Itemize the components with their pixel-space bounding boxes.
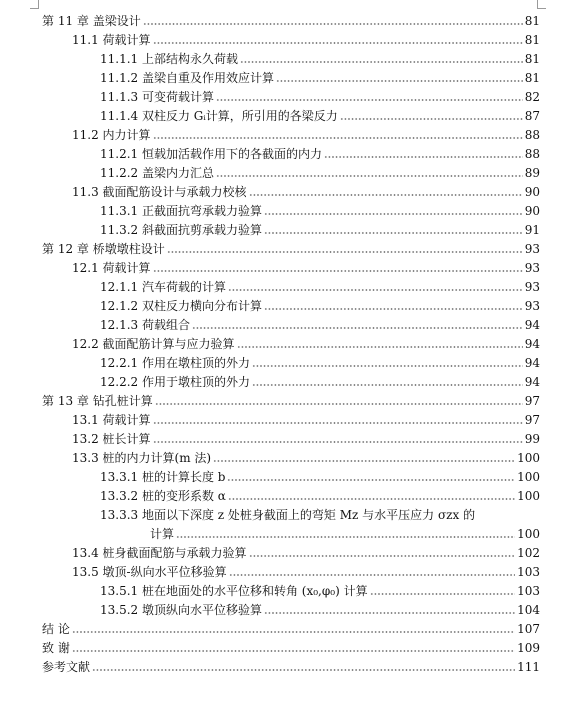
toc-entry-page: 97	[524, 394, 540, 408]
toc-entry[interactable]	[42, 636, 540, 655]
toc-leader-dots	[264, 605, 515, 614]
toc-entry-page: 94	[524, 356, 540, 370]
toc-entry-page: 99	[524, 432, 540, 446]
toc-entry-title: 13.3.1 桩的计算长度 b	[100, 470, 226, 484]
toc-entry-title: 11.1 荷载计算	[72, 33, 151, 47]
toc-leader-dots	[216, 92, 523, 101]
toc-entry-page: 94	[524, 318, 540, 332]
toc-leader-dots	[72, 643, 515, 652]
toc-leader-dots	[324, 149, 523, 158]
toc-entry-title: 12.2 截面配筋计算与应力验算	[72, 337, 235, 351]
toc-entry[interactable]	[72, 427, 540, 446]
toc-entry-title: 第 11 章 盖梁设计	[42, 14, 141, 28]
toc-entry[interactable]	[100, 351, 540, 370]
toc-leader-dots	[176, 529, 515, 538]
toc-entry[interactable]	[42, 389, 540, 408]
toc-entry-title: 12.2.2 作用于墩柱顶的外力	[100, 375, 250, 389]
toc-leader-dots	[249, 548, 516, 557]
toc-leader-dots	[229, 567, 516, 576]
toc-entry-page: 93	[524, 261, 540, 275]
toc-entry-title: 11.3.1 正截面抗弯承载力验算	[100, 204, 262, 218]
toc-entry-page: 100	[517, 527, 540, 541]
toc-entry-title: 11.1.3 可变荷载计算	[100, 90, 214, 104]
page-corner-mark-right	[537, 0, 546, 9]
toc-entry-title: 11.1.4 双柱反力 Gᵢ计算，所引用的各梁反力	[100, 109, 338, 123]
toc-leader-dots	[153, 130, 523, 139]
toc-entry[interactable]	[42, 9, 540, 28]
toc-leader-dots	[213, 453, 515, 462]
toc-entry-page: 102	[517, 546, 540, 560]
toc-leader-dots	[216, 168, 523, 177]
toc-entry-title: 13.3.3 地面以下深度 z 处桩身截面上的弯矩 Mz 与水平压应力 σzx 的	[100, 508, 476, 522]
toc-entry[interactable]	[72, 446, 540, 465]
toc-entry-page: 93	[524, 299, 540, 313]
toc-entry[interactable]	[100, 66, 540, 85]
toc-entry-page: 109	[517, 641, 540, 655]
toc-entry-title: 参考文献	[42, 660, 91, 674]
toc-entry-title: 第 13 章 钻孔桩计算	[42, 394, 153, 408]
toc-leader-dots	[228, 282, 523, 291]
toc-entry[interactable]	[100, 579, 540, 598]
toc-leader-dots	[370, 586, 516, 595]
toc-leader-dots	[153, 263, 523, 272]
toc-entry-title: 11.1.1 上部结构永久荷载	[100, 52, 238, 66]
toc-entry-title: 13.3 桩的内力计算(m 法)	[72, 451, 212, 465]
toc-entry-page: 111	[517, 660, 540, 674]
toc-leader-dots	[167, 244, 523, 253]
toc-leader-dots	[192, 320, 523, 329]
toc-leader-dots	[153, 415, 523, 424]
toc-entry[interactable]	[72, 256, 540, 275]
toc-entry-page: 81	[524, 33, 540, 47]
toc-entry-title: 12.1.1 汽车荷载的计算	[100, 280, 226, 294]
toc-entry[interactable]	[72, 560, 540, 579]
toc-entry[interactable]	[100, 199, 540, 218]
toc-entry-title: 12.2.1 作用在墩柱顶的外力	[100, 356, 250, 370]
toc-entry-page: 89	[524, 166, 540, 180]
toc-entry-title: 13.2 桩长计算	[72, 432, 151, 446]
toc-entry-title: 计算	[150, 527, 175, 541]
toc-entry[interactable]	[100, 484, 540, 503]
toc-entry[interactable]	[100, 161, 540, 180]
toc-entry[interactable]	[100, 313, 540, 332]
toc-entry-page: 81	[524, 52, 540, 66]
toc-entry-title: 结 论	[42, 622, 70, 636]
toc-leader-dots	[264, 225, 523, 234]
toc-entry-title: 13.3.2 桩的变形系数 α	[100, 489, 226, 503]
toc-entry[interactable]	[72, 408, 540, 427]
toc-entry-page: 103	[517, 584, 540, 598]
toc-entry[interactable]	[150, 522, 540, 541]
toc-entry-page: 93	[524, 280, 540, 294]
toc-entry-title: 13.1 荷载计算	[72, 413, 151, 427]
toc-leader-dots	[252, 358, 523, 367]
toc-entry[interactable]	[100, 85, 540, 104]
toc-entry-page: 88	[524, 147, 540, 161]
toc-entry-page: 97	[524, 413, 540, 427]
page-corner-mark-left	[30, 0, 39, 9]
toc-entry-page: 100	[517, 470, 540, 484]
toc-entry-page: 93	[524, 242, 540, 256]
toc-leader-dots	[237, 339, 523, 348]
toc-entry-title: 致 谢	[42, 641, 70, 655]
toc-leader-dots	[264, 206, 523, 215]
toc-leader-dots	[340, 111, 523, 120]
toc-entry-page: 90	[524, 204, 540, 218]
toc-entry-page: 87	[524, 109, 540, 123]
toc-entry[interactable]	[100, 598, 540, 617]
toc-entry-title: 12.1.3 荷载组合	[100, 318, 190, 332]
toc-entry[interactable]	[100, 47, 540, 66]
toc-entry-page: 107	[517, 622, 540, 636]
toc-entry[interactable]	[100, 218, 540, 237]
toc-leader-dots	[228, 491, 515, 500]
toc-entry-page: 103	[517, 565, 540, 579]
toc-entry-title: 11.1.2 盖梁自重及作用效应计算	[100, 71, 274, 85]
toc-entry-title: 13.5 墩顶-纵向水平位移验算	[72, 565, 227, 579]
toc-entry-page: 81	[524, 71, 540, 85]
toc-entry-page: 100	[517, 489, 540, 503]
toc-leader-dots	[227, 472, 515, 481]
toc-entry[interactable]	[100, 275, 540, 294]
toc-entry-page: 104	[517, 603, 540, 617]
toc-entry-page: 100	[517, 451, 540, 465]
toc-entry[interactable]	[72, 332, 540, 351]
toc-entry[interactable]	[100, 294, 540, 313]
toc-leader-dots	[143, 16, 523, 25]
toc-leader-dots	[252, 377, 523, 386]
toc-leader-dots	[240, 54, 523, 63]
toc-entry-title: 13.5.1 桩在地面处的水平位移和转角 (x₀,φ₀) 计算	[100, 584, 368, 598]
toc-entry-page: 94	[524, 375, 540, 389]
toc-leader-dots	[72, 624, 515, 633]
toc-entry[interactable]	[72, 123, 540, 142]
toc-entry-title: 11.2.2 盖梁内力汇总	[100, 166, 214, 180]
toc-entry[interactable]	[100, 503, 540, 522]
toc-entry[interactable]	[42, 617, 540, 636]
toc-entry[interactable]	[42, 655, 540, 674]
toc-leader-dots	[153, 35, 523, 44]
toc-entry[interactable]	[100, 142, 540, 161]
toc-leader-dots	[264, 301, 523, 310]
toc-entry[interactable]	[42, 237, 540, 256]
toc-entry-title: 12.1.2 双柱反力横向分布计算	[100, 299, 262, 313]
toc-entry-title: 12.1 荷载计算	[72, 261, 151, 275]
toc-leader-dots	[276, 73, 523, 82]
toc-entry-page: 90	[524, 185, 540, 199]
toc-entry-page: 82	[524, 90, 540, 104]
toc-leader-dots	[249, 187, 523, 196]
toc-entry-title: 11.3 截面配筋设计与承载力校核	[72, 185, 247, 199]
toc-entry[interactable]	[72, 180, 540, 199]
toc-entry-title: 13.5.2 墩顶纵向水平位移验算	[100, 603, 262, 617]
toc-entry[interactable]	[100, 370, 540, 389]
toc-entry[interactable]	[100, 104, 540, 123]
toc-entry-title: 11.3.2 斜截面抗剪承载力验算	[100, 223, 262, 237]
toc-entry[interactable]	[72, 541, 540, 560]
toc-entry[interactable]	[100, 465, 540, 484]
toc-entry-title: 第 12 章 桥墩墩柱设计	[42, 242, 165, 256]
toc-entry-page: 81	[524, 14, 540, 28]
toc-leader-dots	[155, 396, 523, 405]
toc-leader-dots	[153, 434, 523, 443]
toc-leader-dots	[92, 662, 515, 671]
toc-entry-page: 91	[524, 223, 540, 237]
toc-entry[interactable]	[72, 28, 540, 47]
toc-entry-title: 11.2 内力计算	[72, 128, 151, 142]
toc-entry-title: 11.2.1 恒载加活载作用下的各截面的内力	[100, 147, 322, 161]
toc-entry-title: 13.4 桩身截面配筋与承载力验算	[72, 546, 247, 560]
toc-entry-page: 94	[524, 337, 540, 351]
toc-entry-page: 88	[524, 128, 540, 142]
